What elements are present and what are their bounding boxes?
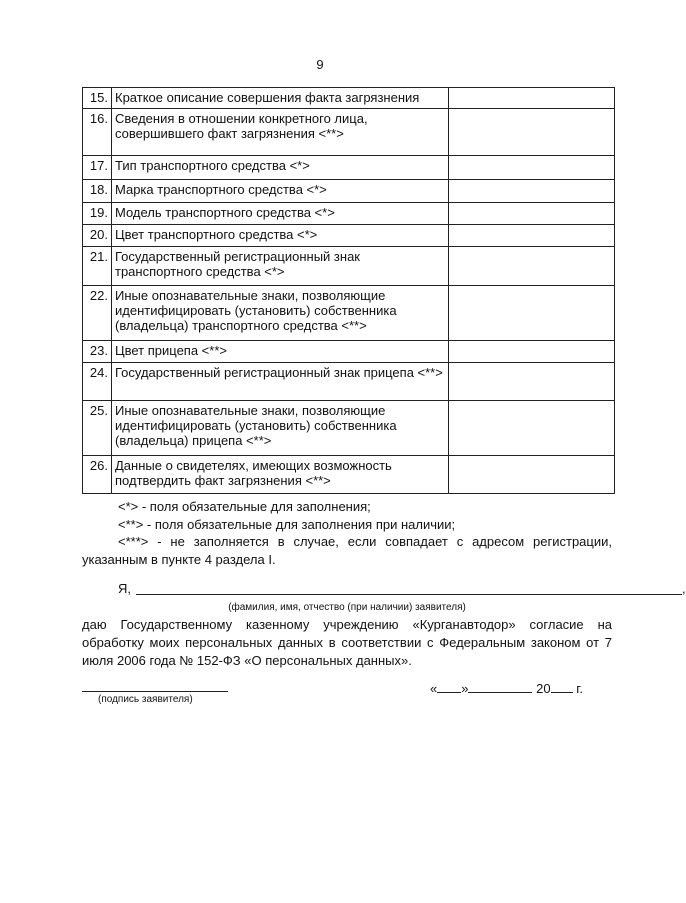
date-day-field[interactable] [437, 680, 461, 693]
table-row [83, 109, 615, 156]
row-number: 23. [83, 341, 112, 363]
row-value-cell[interactable] [449, 456, 615, 494]
date-year-prefix: 20 [536, 681, 551, 696]
date-year-suffix: г. [576, 681, 583, 696]
table-row [83, 88, 615, 109]
consent-text: даю Государственному казенному учреждению «Курганавтодор» согласие на обработку моих персональных данных в соответствии с Федеральным законом от 7 июля 2006 года № 152-ФЗ «О персональных данных». [82, 617, 612, 668]
row-label: Тип транспортного средства <*> [112, 156, 449, 180]
date-line [430, 680, 583, 696]
row-label: Цвет прицепа <**> [112, 341, 449, 363]
signature-caption: (подпись заявителя) [98, 694, 193, 705]
row-label: Модель транспортного средства <*> [112, 203, 449, 225]
row-value-cell[interactable] [449, 203, 615, 225]
row-value-cell[interactable] [449, 88, 615, 109]
row-label: Цвет транспортного средства <*> [112, 225, 449, 247]
table-row [83, 363, 615, 401]
full-name-caption: (фамилия, имя, отчество (при наличии) заявителя) [228, 602, 466, 613]
row-value-cell[interactable] [449, 341, 615, 363]
full-name-field[interactable] [136, 594, 682, 595]
table-row [83, 456, 615, 494]
row-value-cell[interactable] [449, 109, 615, 156]
row-value-cell[interactable] [449, 286, 615, 341]
table-row [83, 401, 615, 456]
ya-label: Я, [118, 581, 131, 596]
comma: , [682, 581, 686, 596]
row-label: Краткое описание совершения факта загрязнения [112, 88, 449, 109]
footnotes [82, 498, 612, 568]
row-number: 18. [83, 180, 112, 203]
table-row [83, 156, 615, 180]
date-month-field[interactable] [468, 680, 532, 693]
row-value-cell[interactable] [449, 363, 615, 401]
row-value-cell[interactable] [449, 156, 615, 180]
row-number: 17. [83, 156, 112, 180]
consent-block [82, 578, 686, 670]
row-number: 15. [83, 88, 112, 109]
table-row [83, 225, 615, 247]
table-row [83, 341, 615, 363]
date-open-quote: « [430, 681, 438, 696]
table-row [83, 203, 615, 225]
table-row [83, 180, 615, 203]
row-number: 21. [83, 247, 112, 286]
row-number: 25. [83, 401, 112, 456]
row-value-cell[interactable] [449, 247, 615, 286]
row-label: Государственный регистрационный знак прицепа <**> [112, 363, 449, 401]
footnote-required: <*> - поля обязательные для заполнения; [118, 499, 371, 514]
row-number: 26. [83, 456, 112, 494]
row-label: Сведения в отношении конкретного лица, совершившего факт загрязнения <**> [112, 109, 449, 156]
row-label: Иные опознавательные знаки, позволяющие идентифицировать (установить) собственника (владельца) прицепа <**> [112, 401, 449, 456]
row-value-cell[interactable] [449, 180, 615, 203]
full-name-line [82, 578, 686, 600]
row-label: Данные о свидетелях, имеющих возможность подтвердить факт загрязнения <**> [112, 456, 449, 494]
row-number: 19. [83, 203, 112, 225]
row-number: 16. [83, 109, 112, 156]
row-label: Марка транспортного средства <*> [112, 180, 449, 203]
row-value-cell[interactable] [449, 401, 615, 456]
date-year-field[interactable] [551, 680, 573, 693]
footnote-address: <***> - не заполняется в случае, если совпадает с адресом регистрации, указанным в пункте 4 раздела I. [82, 534, 612, 567]
footnote-required-if-available: <**> - поля обязательные для заполнения при наличии; [118, 516, 456, 532]
signature-field[interactable] [82, 691, 228, 692]
page-number: 9 [316, 57, 324, 72]
application-form-table [82, 87, 615, 494]
row-number: 22. [83, 286, 112, 341]
date-close-quote: » [461, 681, 469, 696]
row-number: 20. [83, 225, 112, 247]
row-value-cell[interactable] [449, 225, 615, 247]
row-number: 24. [83, 363, 112, 401]
row-label: Иные опознавательные знаки, позволяющие идентифицировать (установить) собственника (владельца) транспортного средства <**> [112, 286, 449, 341]
row-label: Государственный регистрационный знак транспортного средства <*> [112, 247, 449, 286]
table-row [83, 286, 615, 341]
table-row [83, 247, 615, 286]
